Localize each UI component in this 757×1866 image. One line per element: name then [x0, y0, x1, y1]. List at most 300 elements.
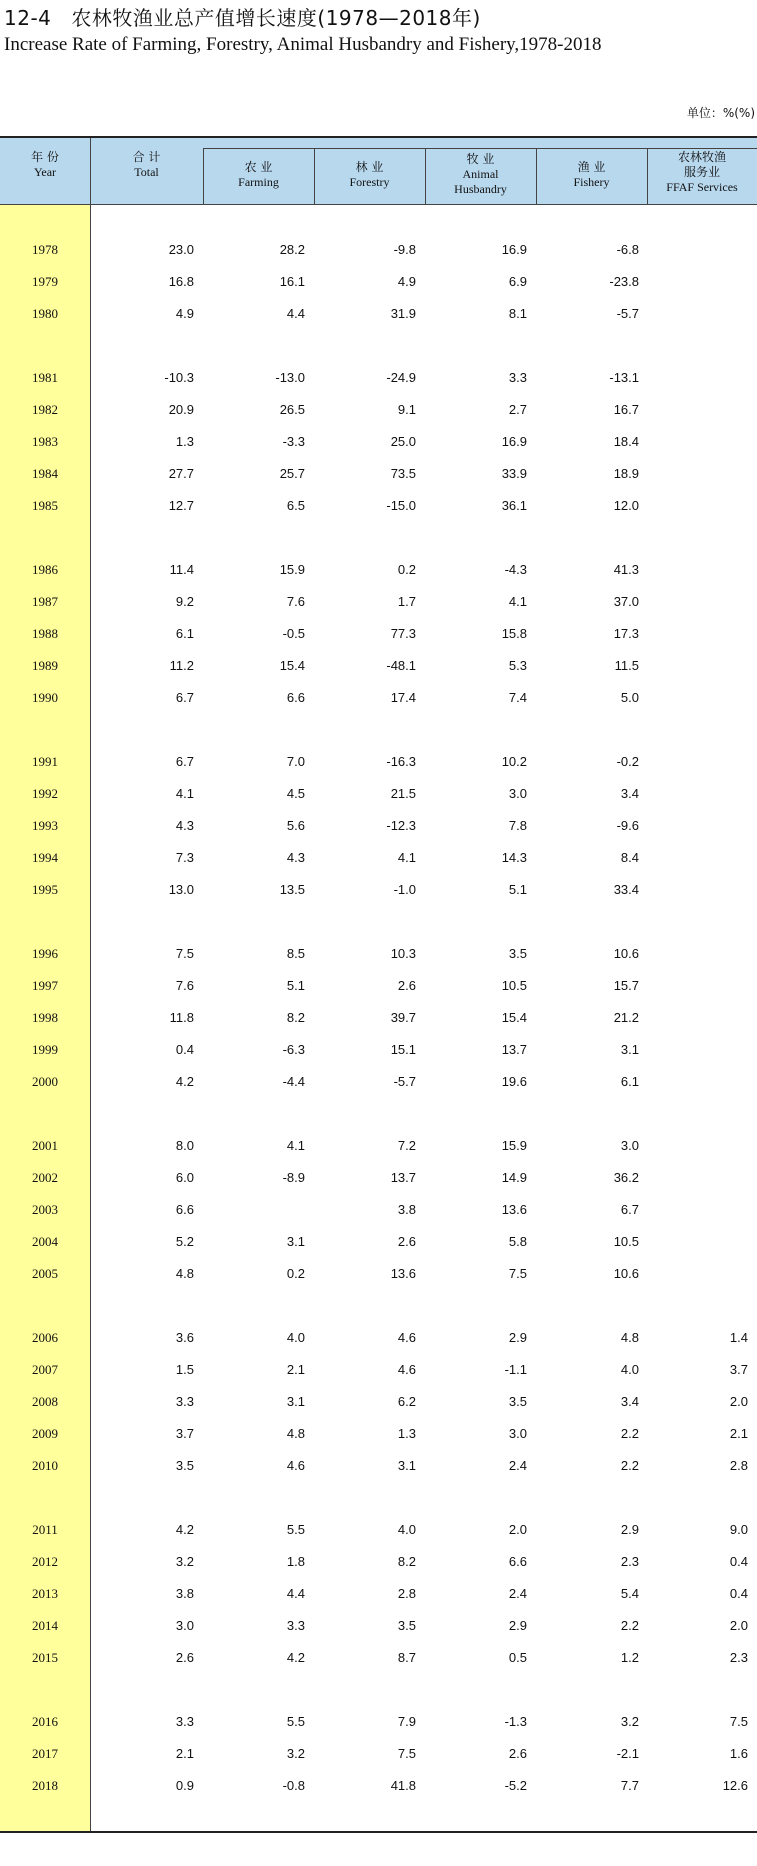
cell-ffaf: 2.0	[729, 1394, 748, 1409]
cell-fishery: 2.2	[620, 1458, 639, 1473]
cell-farming: 8.2	[286, 1010, 305, 1025]
table-row	[0, 682, 757, 714]
table-row	[0, 1418, 757, 1450]
cell-year: 2004	[32, 1234, 58, 1249]
cell-farming: 7.0	[286, 754, 305, 769]
cell-year: 2016	[32, 1714, 58, 1729]
cell-fishery: 15.7	[613, 978, 639, 993]
cell-animal: 16.9	[501, 242, 527, 257]
table-row	[0, 490, 757, 522]
table-row	[0, 1194, 757, 1226]
cell-animal: 6.9	[508, 274, 527, 289]
cell-farming: 4.3	[286, 850, 305, 865]
cell-year: 2005	[32, 1266, 58, 1281]
cell-year: 2011	[32, 1522, 58, 1537]
cell-farming: -0.5	[282, 626, 305, 641]
cell-ffaf: 2.1	[729, 1426, 748, 1441]
cell-animal: 3.3	[508, 370, 527, 385]
cell-total: 0.4	[175, 1042, 194, 1057]
cell-total: 4.2	[175, 1074, 194, 1089]
cell-total: 3.7	[175, 1426, 194, 1441]
table-row	[0, 1546, 757, 1578]
cell-total: 6.7	[175, 690, 194, 705]
cell-farming: -8.9	[282, 1170, 305, 1185]
cell-fishery: 2.3	[620, 1554, 639, 1569]
cell-fishery: 17.3	[613, 626, 639, 641]
cell-animal: -4.3	[504, 562, 527, 577]
table-row	[0, 362, 757, 394]
cell-forestry: 15.1	[390, 1042, 416, 1057]
cell-fishery: 3.2	[620, 1714, 639, 1729]
table-row	[0, 1002, 757, 1034]
cell-total: 3.0	[175, 1618, 194, 1633]
cell-farming: 16.1	[279, 274, 305, 289]
cell-year: 1988	[32, 626, 58, 641]
cell-year: 1996	[32, 946, 58, 961]
cell-forestry: 2.6	[397, 978, 416, 993]
cell-animal: 3.0	[508, 786, 527, 801]
cell-forestry: 25.0	[390, 434, 416, 449]
cell-year: 1990	[32, 690, 58, 705]
cell-total: 4.9	[175, 306, 194, 321]
cell-animal: 13.6	[501, 1202, 527, 1217]
cell-farming: 28.2	[279, 242, 305, 257]
table-row	[0, 938, 757, 970]
cell-fishery: 8.4	[620, 850, 639, 865]
cell-forestry: 3.8	[397, 1202, 416, 1217]
cell-ffaf: 0.4	[729, 1586, 748, 1601]
title-english: Increase Rate of Farming, Forestry, Animal Husbandry and Fishery,1978-2018	[4, 34, 602, 55]
cell-animal: 5.3	[508, 658, 527, 673]
cell-forestry: 4.9	[397, 274, 416, 289]
cell-farming: -4.4	[282, 1074, 305, 1089]
table-row	[0, 1354, 757, 1386]
cell-year: 2008	[32, 1394, 58, 1409]
cell-total: 4.3	[175, 818, 194, 833]
cell-farming: 4.2	[286, 1650, 305, 1665]
cell-farming: 15.4	[279, 658, 305, 673]
cell-fishery: 12.0	[613, 498, 639, 513]
cell-fishery: 2.2	[620, 1426, 639, 1441]
cell-fishery: 2.9	[620, 1522, 639, 1537]
cell-year: 2006	[32, 1330, 58, 1345]
cell-forestry: 10.3	[390, 946, 416, 961]
cell-fishery: 37.0	[613, 594, 639, 609]
cell-forestry: 9.1	[397, 402, 416, 417]
cell-forestry: 1.3	[397, 1426, 416, 1441]
cell-fishery: 1.2	[620, 1650, 639, 1665]
cell-total: 2.1	[175, 1746, 194, 1761]
cell-farming: 4.5	[286, 786, 305, 801]
cell-animal: 16.9	[501, 434, 527, 449]
cell-animal: 7.8	[508, 818, 527, 833]
cell-farming: 4.4	[286, 306, 305, 321]
cell-total: 3.2	[175, 1554, 194, 1569]
cell-year: 1980	[32, 306, 58, 321]
cell-total: 11.2	[169, 658, 194, 673]
table-row	[0, 970, 757, 1002]
unit-label: 单位：%(%)	[686, 106, 755, 120]
cell-total: 8.0	[175, 1138, 194, 1153]
table-row	[0, 1034, 757, 1066]
cell-year: 2003	[32, 1202, 58, 1217]
cell-total: 9.2	[175, 594, 194, 609]
cell-fishery: -13.1	[609, 370, 639, 385]
cell-year: 1978	[32, 242, 58, 257]
cell-year: 1979	[32, 274, 58, 289]
cell-animal: 0.5	[508, 1650, 527, 1665]
cell-animal: -5.2	[504, 1778, 527, 1793]
table-row	[0, 298, 757, 330]
cell-total: 11.4	[169, 562, 194, 577]
cell-animal: 13.7	[501, 1042, 527, 1057]
cell-fishery: 3.4	[620, 786, 639, 801]
cell-farming: 2.1	[286, 1362, 305, 1377]
cell-fishery: 4.8	[620, 1330, 639, 1345]
cell-total: 27.7	[168, 466, 194, 481]
cell-year: 1997	[32, 978, 58, 993]
table-row	[0, 426, 757, 458]
cell-forestry: 7.9	[397, 1714, 416, 1729]
cell-total: 6.0	[175, 1170, 194, 1185]
cell-fishery: -0.2	[616, 754, 639, 769]
cell-year: 1981	[32, 370, 58, 385]
cell-forestry: -16.3	[386, 754, 416, 769]
table-row	[0, 1706, 757, 1738]
cell-forestry: 41.8	[390, 1778, 416, 1793]
cell-forestry: 8.2	[397, 1554, 416, 1569]
cell-animal: 3.0	[508, 1426, 527, 1441]
cell-forestry: 3.5	[397, 1618, 416, 1633]
cell-animal: -1.3	[504, 1714, 527, 1729]
table-row	[0, 1130, 757, 1162]
cell-fishery: 11.5	[614, 658, 639, 673]
cell-forestry: 39.7	[390, 1010, 416, 1025]
cell-fishery: 4.0	[620, 1362, 639, 1377]
cell-fishery: -23.8	[609, 274, 639, 289]
table-row	[0, 1578, 757, 1610]
cell-total: 3.8	[175, 1586, 194, 1601]
table-row	[0, 1770, 757, 1802]
cell-forestry: -12.3	[386, 818, 416, 833]
cell-total: 3.5	[175, 1458, 194, 1473]
header-total: 合 计 Total	[132, 150, 161, 179]
header-bottom-rule	[0, 204, 757, 205]
cell-farming: 4.1	[286, 1138, 305, 1153]
cell-animal: 7.5	[508, 1266, 527, 1281]
cell-forestry: 3.1	[397, 1458, 416, 1473]
cell-year: 1982	[32, 402, 58, 417]
cell-ffaf: 7.5	[729, 1714, 748, 1729]
cell-farming: 5.5	[286, 1522, 305, 1537]
cell-ffaf: 3.7	[729, 1362, 748, 1377]
cell-animal: 3.5	[508, 1394, 527, 1409]
cell-ffaf: 2.3	[729, 1650, 748, 1665]
cell-forestry: 21.5	[390, 786, 416, 801]
cell-farming: 25.7	[279, 466, 305, 481]
cell-total: 6.7	[175, 754, 194, 769]
cell-total: 16.8	[168, 274, 194, 289]
cell-farming: 4.8	[286, 1426, 305, 1441]
cell-farming: -6.3	[282, 1042, 305, 1057]
cell-animal: 15.9	[501, 1138, 527, 1153]
header-year: 年 份 Year	[31, 150, 59, 179]
cell-animal: 15.4	[501, 1010, 527, 1025]
cell-year: 1998	[32, 1010, 58, 1025]
cell-farming: 13.5	[279, 882, 305, 897]
cell-total: 3.3	[175, 1394, 194, 1409]
cell-farming: 4.4	[286, 1586, 305, 1601]
cell-ffaf: 1.4	[729, 1330, 748, 1345]
cell-year: 2017	[32, 1746, 58, 1761]
table-row	[0, 1162, 757, 1194]
cell-animal: 15.8	[501, 626, 527, 641]
cell-forestry: 13.6	[390, 1266, 416, 1281]
cell-farming: 5.6	[286, 818, 305, 833]
cell-year: 1994	[32, 850, 58, 865]
cell-ffaf: 2.8	[729, 1458, 748, 1473]
table-row	[0, 458, 757, 490]
table-row	[0, 1258, 757, 1290]
cell-farming: 5.5	[286, 1714, 305, 1729]
cell-forestry: 6.2	[397, 1394, 416, 1409]
cell-forestry: -9.8	[393, 242, 416, 257]
table-row	[0, 1226, 757, 1258]
cell-fishery: -2.1	[616, 1746, 639, 1761]
cell-fishery: 7.7	[620, 1778, 639, 1793]
table-row	[0, 810, 757, 842]
cell-farming: 0.2	[286, 1266, 305, 1281]
cell-total: 13.0	[168, 882, 194, 897]
cell-farming: 26.5	[279, 402, 305, 417]
cell-farming: 3.3	[286, 1618, 305, 1633]
table-row	[0, 266, 757, 298]
cell-year: 1995	[32, 882, 58, 897]
cell-total: 11.8	[169, 1010, 194, 1025]
cell-fishery: 2.2	[620, 1618, 639, 1633]
cell-fishery: 36.2	[613, 1170, 639, 1185]
cell-fishery: 3.0	[620, 1138, 639, 1153]
cell-animal: 19.6	[501, 1074, 527, 1089]
cell-fishery: 18.9	[613, 466, 639, 481]
table-row	[0, 778, 757, 810]
cell-year: 1993	[32, 818, 58, 833]
cell-year: 2012	[32, 1554, 58, 1569]
table-row	[0, 1386, 757, 1418]
header-sub-rule	[203, 148, 757, 149]
header-fishery: 渔 业 Fishery	[573, 160, 610, 189]
header-ffaf-services: 农林牧渔 服务业 FFAF Services	[666, 150, 738, 194]
table-row	[0, 650, 757, 682]
cell-year: 2015	[32, 1650, 58, 1665]
table-row	[0, 618, 757, 650]
cell-total: 4.2	[175, 1522, 194, 1537]
cell-forestry: 2.8	[397, 1586, 416, 1601]
cell-year: 1984	[32, 466, 58, 481]
cell-total: 5.2	[175, 1234, 194, 1249]
cell-total: 6.6	[175, 1202, 194, 1217]
cell-animal: 6.6	[508, 1554, 527, 1569]
table-row	[0, 874, 757, 906]
cell-animal: 33.9	[501, 466, 527, 481]
cell-ffaf: 1.6	[729, 1746, 748, 1761]
cell-total: 23.0	[168, 242, 194, 257]
cell-fishery: 5.4	[620, 1586, 639, 1601]
cell-farming: 8.5	[286, 946, 305, 961]
cell-animal: 10.2	[501, 754, 527, 769]
cell-animal: 5.8	[508, 1234, 527, 1249]
cell-forestry: 7.5	[397, 1746, 416, 1761]
cell-animal: 4.1	[508, 594, 527, 609]
cell-total: 20.9	[168, 402, 194, 417]
title-chinese: 农林牧渔业总产值增长速度(1978—2018年)	[71, 6, 481, 30]
cell-year: 2014	[32, 1618, 58, 1633]
cell-farming: -3.3	[282, 434, 305, 449]
cell-forestry: 73.5	[390, 466, 416, 481]
cell-total: 3.3	[175, 1714, 194, 1729]
cell-forestry: 4.6	[397, 1362, 416, 1377]
cell-animal: 2.0	[508, 1522, 527, 1537]
cell-animal: 14.3	[501, 850, 527, 865]
cell-year: 1999	[32, 1042, 58, 1057]
cell-ffaf: 9.0	[729, 1522, 748, 1537]
table-row	[0, 1610, 757, 1642]
cell-fishery: 10.5	[613, 1234, 639, 1249]
cell-farming: 6.5	[286, 498, 305, 513]
cell-total: 12.7	[168, 498, 194, 513]
cell-year: 1987	[32, 594, 58, 609]
cell-farming: 1.8	[286, 1554, 305, 1569]
cell-forestry: -24.9	[386, 370, 416, 385]
cell-animal: 2.7	[508, 402, 527, 417]
cell-total: 4.1	[175, 786, 194, 801]
cell-farming: 4.6	[286, 1458, 305, 1473]
cell-animal: 2.9	[508, 1618, 527, 1633]
table-row	[0, 746, 757, 778]
cell-animal: 2.9	[508, 1330, 527, 1345]
cell-animal: 5.1	[508, 882, 527, 897]
cell-fishery: 41.3	[613, 562, 639, 577]
cell-forestry: 7.2	[397, 1138, 416, 1153]
cell-total: 2.6	[175, 1650, 194, 1665]
cell-farming: 3.1	[286, 1234, 305, 1249]
cell-total: 1.3	[175, 434, 194, 449]
cell-fishery: 21.2	[613, 1010, 639, 1025]
header-forestry: 林 业 Forestry	[349, 160, 390, 189]
cell-fishery: 16.7	[613, 402, 639, 417]
table-row	[0, 1642, 757, 1674]
cell-ffaf: 12.6	[722, 1778, 748, 1793]
cell-animal: 10.5	[501, 978, 527, 993]
cell-fishery: -6.8	[616, 242, 639, 257]
cell-forestry: 1.7	[397, 594, 416, 609]
cell-year: 2018	[32, 1778, 58, 1793]
cell-farming: 5.1	[286, 978, 305, 993]
header-farming: 农 业 Farming	[238, 160, 279, 189]
table-row	[0, 554, 757, 586]
cell-forestry: -1.0	[393, 882, 416, 897]
cell-fishery: 3.1	[620, 1042, 639, 1057]
header-animal-husbandry: 牧 业 Animal Husbandry	[454, 152, 507, 196]
cell-year: 1991	[32, 754, 58, 769]
cell-total: 3.6	[175, 1330, 194, 1345]
cell-forestry: 2.6	[397, 1234, 416, 1249]
cell-year: 1985	[32, 498, 58, 513]
cell-animal: -1.1	[504, 1362, 527, 1377]
cell-fishery: 10.6	[613, 1266, 639, 1281]
cell-farming: -0.8	[282, 1778, 305, 1793]
table-row	[0, 586, 757, 618]
cell-ffaf: 0.4	[729, 1554, 748, 1569]
cell-fishery: 33.4	[613, 882, 639, 897]
cell-ffaf: 2.0	[729, 1618, 748, 1633]
cell-fishery: 6.7	[620, 1202, 639, 1217]
page-title	[4, 2, 481, 31]
cell-total: 6.1	[175, 626, 194, 641]
table-row	[0, 1322, 757, 1354]
cell-year: 2007	[32, 1362, 58, 1377]
cell-forestry: 4.1	[397, 850, 416, 865]
cell-forestry: 17.4	[390, 690, 416, 705]
cell-total: 7.3	[175, 850, 194, 865]
cell-total: 7.5	[175, 946, 194, 961]
cell-total: 7.6	[175, 978, 194, 993]
table-row	[0, 1514, 757, 1546]
cell-forestry: -5.7	[393, 1074, 416, 1089]
top-rule	[0, 136, 757, 138]
table-row	[0, 234, 757, 266]
cell-fishery: 5.0	[620, 690, 639, 705]
table-row	[0, 1738, 757, 1770]
cell-forestry: 77.3	[390, 626, 416, 641]
table-row	[0, 842, 757, 874]
cell-farming: 4.0	[286, 1330, 305, 1345]
cell-year: 2013	[32, 1586, 58, 1601]
cell-forestry: -48.1	[386, 658, 416, 673]
cell-total: -10.3	[164, 370, 194, 385]
cell-animal: 14.9	[501, 1170, 527, 1185]
cell-animal: 2.6	[508, 1746, 527, 1761]
cell-forestry: 31.9	[390, 306, 416, 321]
table-row	[0, 394, 757, 426]
cell-farming: 7.6	[286, 594, 305, 609]
cell-animal: 3.5	[508, 946, 527, 961]
cell-animal: 2.4	[508, 1586, 527, 1601]
cell-animal: 36.1	[501, 498, 527, 513]
cell-farming: 6.6	[286, 690, 305, 705]
bottom-rule	[0, 1831, 757, 1833]
cell-fishery: 3.4	[620, 1394, 639, 1409]
cell-total: 1.5	[175, 1362, 194, 1377]
cell-total: 4.8	[175, 1266, 194, 1281]
cell-fishery: 6.1	[620, 1074, 639, 1089]
cell-animal: 2.4	[508, 1458, 527, 1473]
table-number: 12-4	[4, 6, 52, 30]
cell-year: 2009	[32, 1426, 58, 1441]
cell-farming: 3.2	[286, 1746, 305, 1761]
cell-farming: -13.0	[275, 370, 305, 385]
cell-fishery: -9.6	[616, 818, 639, 833]
cell-year: 2000	[32, 1074, 58, 1089]
cell-farming: 3.1	[286, 1394, 305, 1409]
cell-farming: 15.9	[279, 562, 305, 577]
cell-fishery: 18.4	[613, 434, 639, 449]
cell-forestry: -15.0	[386, 498, 416, 513]
cell-fishery: 10.6	[613, 946, 639, 961]
cell-year: 1989	[32, 658, 58, 673]
cell-year: 1983	[32, 434, 58, 449]
cell-year: 2001	[32, 1138, 58, 1153]
